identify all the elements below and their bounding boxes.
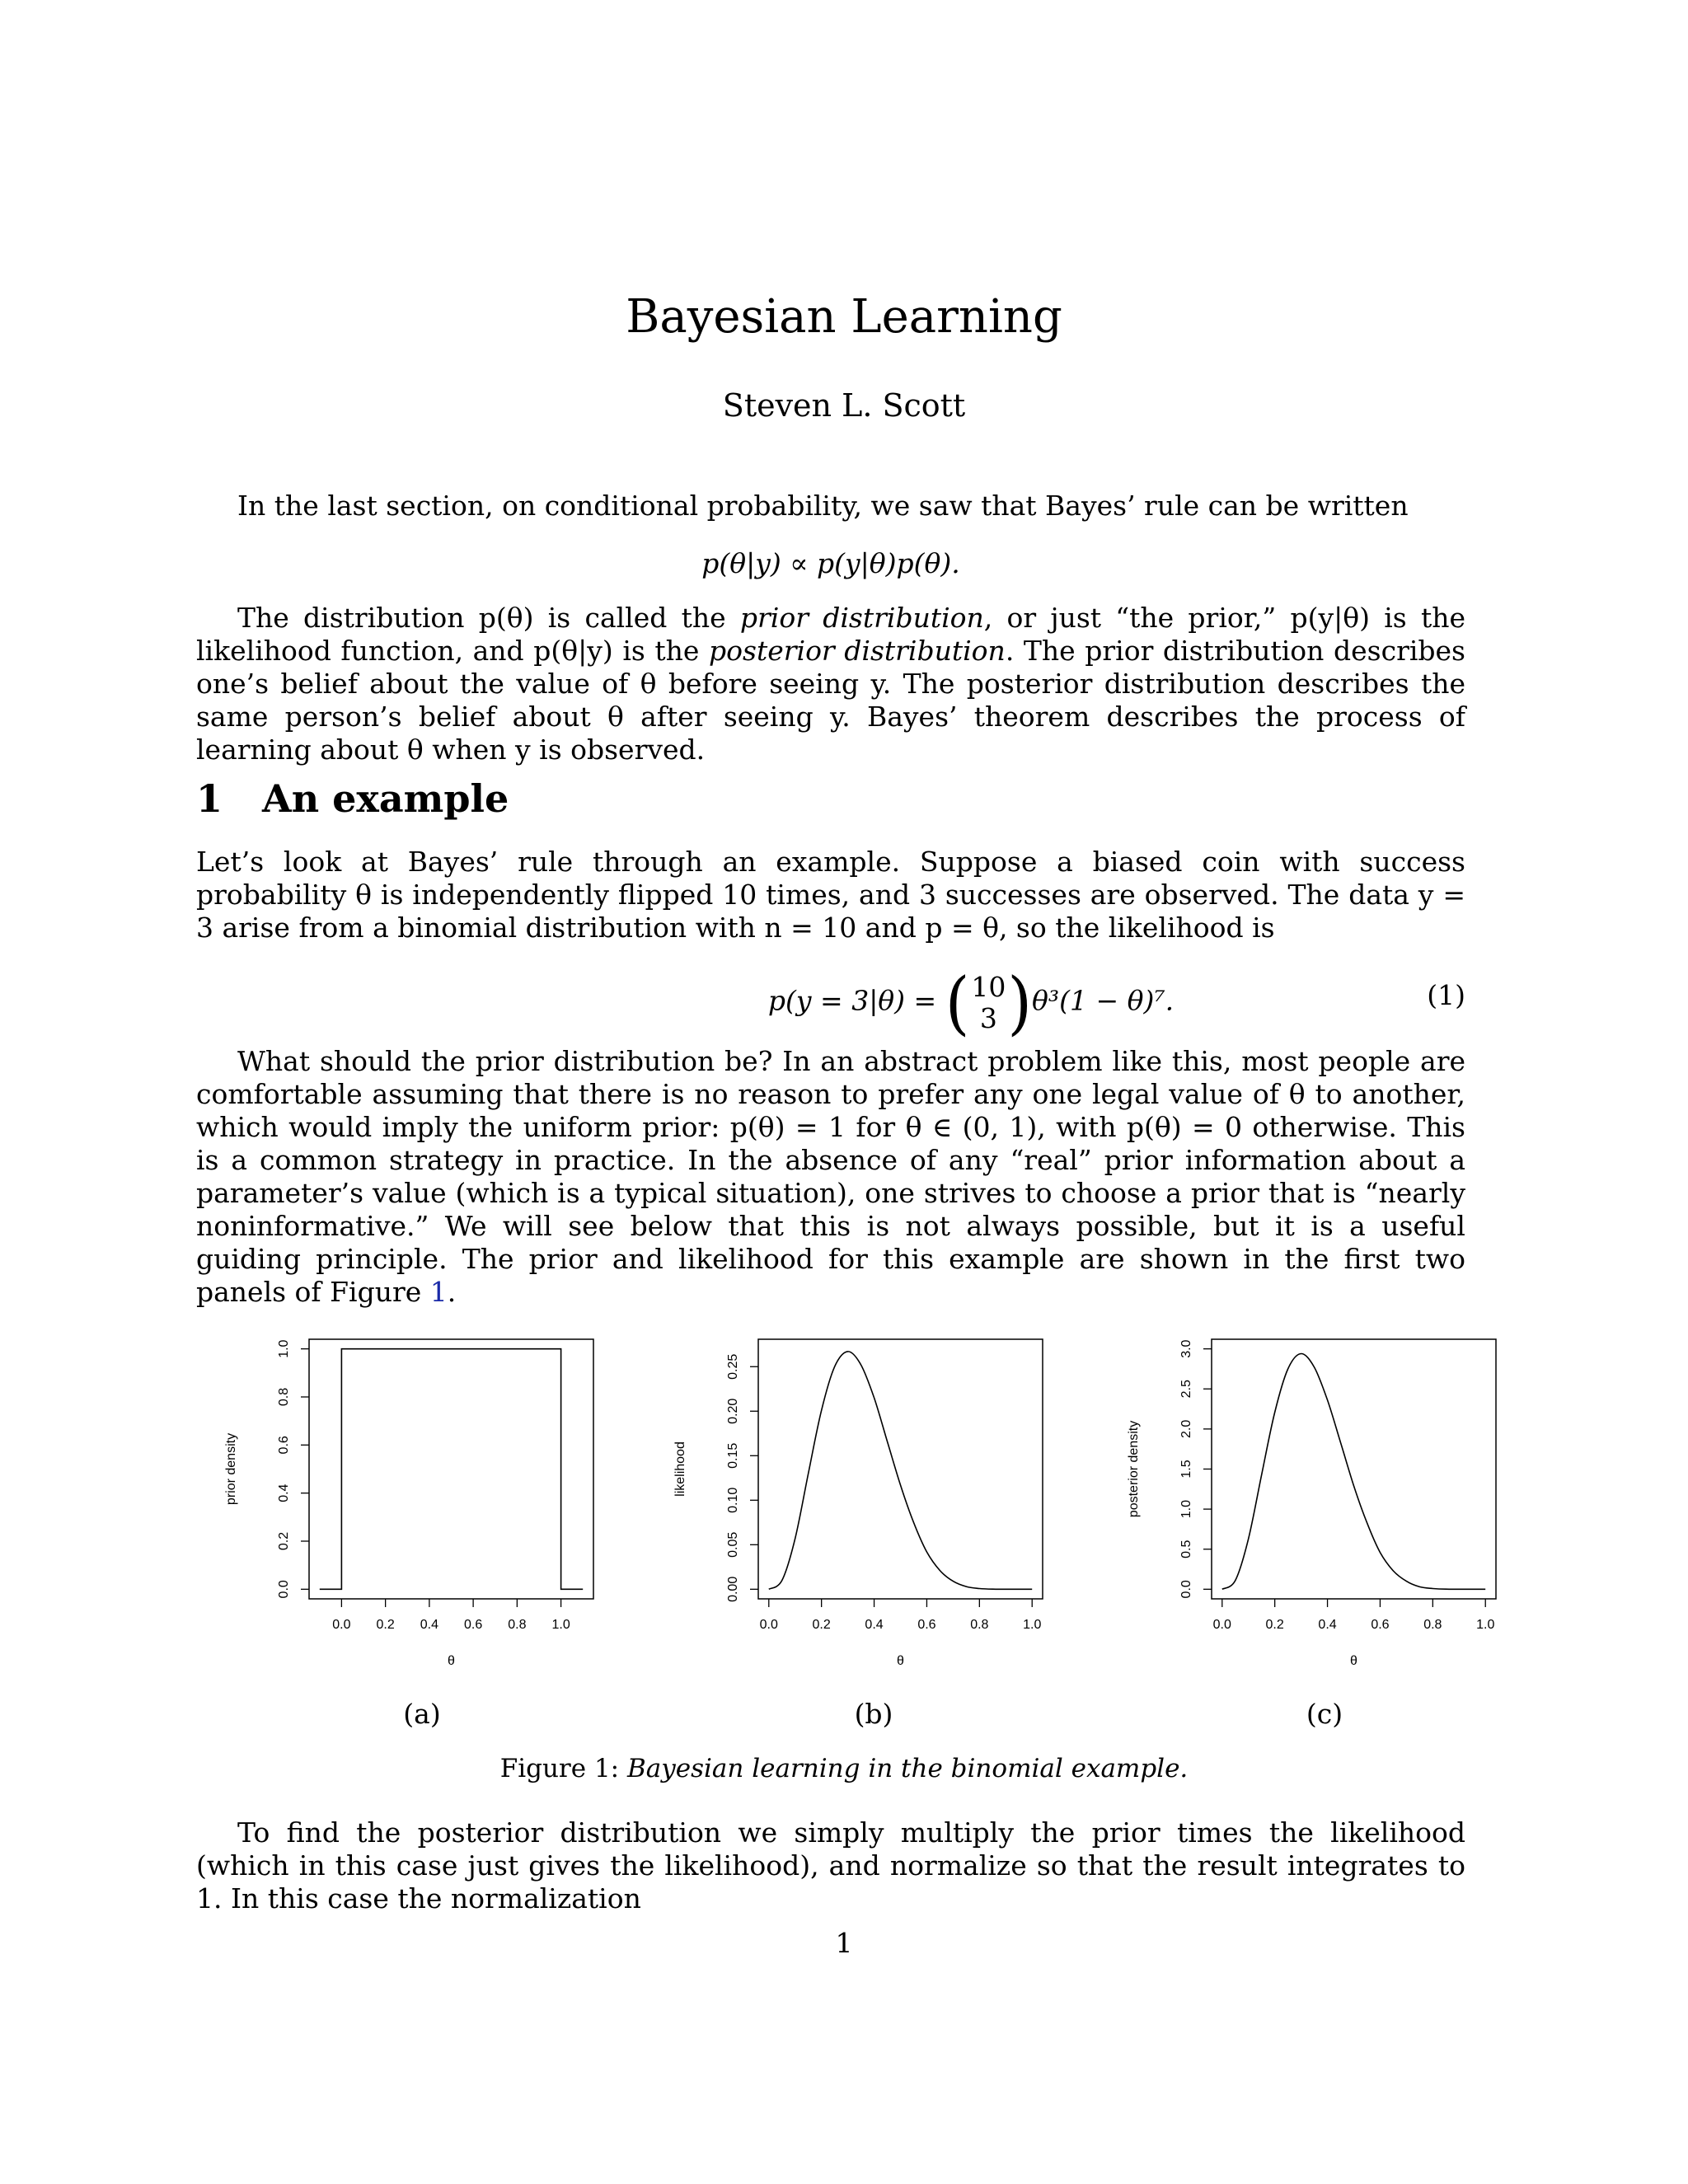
section-heading — [196, 776, 509, 821]
intro-text-3: . The prior distribution describes one’s belief about the value of θ before seeing y. The posterior distribution describes the same person’s belief about θ after seeing y. Bayes’ theorem describes the process of learning about θ when y is observed. — [196, 635, 1465, 766]
likelihood-x-tick-label: 0.4 — [865, 1618, 884, 1632]
paper-title: Bayesian Learning — [626, 290, 1062, 344]
prior-y-tick-label: 0.0 — [277, 1580, 291, 1599]
posterior-x-tick-label: 1.0 — [1476, 1618, 1495, 1632]
binomial-coefficient: (10 3 ) — [945, 962, 1032, 1043]
likelihood-y-tick-label: 0.10 — [726, 1487, 740, 1513]
chart-prior-density — [210, 1319, 606, 1681]
subfigure-label-c: (c) — [1306, 1698, 1343, 1730]
prior-x-tick-label: 1.0 — [551, 1618, 570, 1632]
example-paragraph: Let’s look at Bayes’ rule through an example. Suppose a biased coin with success probability θ is independently flipped 10 times, and 3 successes are observed. The data y = 3 arise from a binomial distribution with n = 10 and p = θ, so the likelihood is — [196, 846, 1465, 944]
figure-caption — [0, 1754, 1688, 1783]
likelihood-y-tick-label: 0.25 — [726, 1353, 740, 1380]
prior-x-tick-label: 0.4 — [420, 1618, 439, 1632]
prior-y-tick-label: 0.6 — [277, 1436, 291, 1455]
posterior-y-tick-label: 3.0 — [1179, 1339, 1193, 1358]
posterior-x-tick-label: 0.6 — [1371, 1618, 1390, 1632]
likelihood-y-tick-label: 0.05 — [726, 1531, 740, 1558]
prior-paragraph-end: . — [447, 1276, 457, 1308]
likelihood-y-tick-label: 0.15 — [726, 1442, 740, 1469]
prior-x-tick-label: 0.6 — [463, 1618, 483, 1632]
eq-lhs: p(y = 3|θ) = — [767, 984, 945, 1017]
likelihood-x-tick-label: 0.6 — [917, 1618, 936, 1632]
prior-y-axis-label: prior density — [224, 1432, 238, 1506]
section-number: 1 — [196, 776, 223, 821]
prior-x-tick-label: 0.2 — [376, 1618, 395, 1632]
intro-text-1: The distribution p(θ) is called the — [237, 602, 740, 634]
likelihood-y-axis-label: likelihood — [673, 1441, 687, 1497]
equation-number: (1) — [1427, 979, 1465, 1011]
posterior-paragraph: To find the posterior distribution we simply multiply the prior times the likelihood (which in this case just gives the likelihood), and normalize so that the result integrates to 1. In this case the normalization — [196, 1816, 1465, 1915]
eq-rhs: θ³(1 − θ)⁷. — [1032, 984, 1175, 1017]
bayes-rule-equation: p(θ|y) ∝ p(y|θ)p(θ). — [701, 547, 960, 579]
prior-paragraph — [196, 1045, 1465, 1309]
prior-y-tick-label: 0.4 — [277, 1483, 291, 1502]
section-title: An example — [262, 776, 509, 821]
prior-paragraph-text: What should the prior distribution be? In an abstract problem like this, most people are comfortable assuming that there is no reason to prefer any one legal value of θ to another, which would imply the uniform prior: p(θ) = 1 for θ ∈ (0, 1), with p(θ) = 0 otherwise. This is a common strategy in practice. In the absence of any “real” prior information about a parameter’s value (which is a typical situation), one strives to choose a prior that is “nearly noninformative.” We will see below that this is not always possible, but it is a useful guiding principle. The prior and likelihood for this example are shown in the first two panels of Figure — [196, 1045, 1465, 1308]
posterior-curve — [1222, 1353, 1485, 1589]
likelihood-x-axis-label: θ — [897, 1654, 904, 1668]
intro-text-2: , or just “the prior,” p(y|θ) is the likelihood function, and p(θ|y) is the — [196, 602, 1465, 667]
posterior-plot-frame — [1212, 1339, 1496, 1599]
prior-x-tick-label: 0.8 — [508, 1618, 527, 1632]
chart-posterior-density — [1113, 1319, 1508, 1681]
intro-paragraph — [196, 602, 1465, 766]
likelihood-curve — [769, 1352, 1032, 1589]
caption-text: Bayesian learning in the binomial example. — [626, 1754, 1189, 1783]
likelihood-plot-frame — [758, 1339, 1043, 1599]
posterior-term: posterior distribution — [709, 635, 1006, 667]
prior-plot-frame — [309, 1339, 593, 1599]
page-number: 1 — [835, 1927, 853, 1959]
likelihood-x-tick-label: 0.8 — [970, 1618, 989, 1632]
prior-y-tick-label: 0.2 — [277, 1531, 291, 1551]
prior-term: prior distribution — [739, 602, 984, 634]
prior-curve — [320, 1349, 583, 1590]
prior-x-tick-label: 0.0 — [332, 1618, 351, 1632]
subfigure-label-a: (a) — [403, 1698, 441, 1730]
posterior-x-tick-label: 0.8 — [1423, 1618, 1442, 1632]
posterior-y-tick-label: 0.0 — [1179, 1580, 1193, 1599]
prior-y-tick-label: 1.0 — [277, 1339, 291, 1358]
figure-reference-link[interactable]: 1 — [429, 1276, 448, 1308]
posterior-x-tick-label: 0.0 — [1212, 1618, 1231, 1632]
posterior-y-tick-label: 1.5 — [1179, 1460, 1193, 1479]
posterior-x-tick-label: 0.4 — [1318, 1618, 1337, 1632]
posterior-y-tick-label: 2.0 — [1179, 1419, 1193, 1439]
posterior-y-tick-label: 2.5 — [1179, 1380, 1193, 1399]
likelihood-x-tick-label: 0.2 — [812, 1618, 831, 1632]
intro-line: In the last section, on conditional probability, we saw that Bayes’ rule can be written — [237, 490, 1409, 522]
chart-likelihood — [659, 1319, 1055, 1681]
likelihood-y-tick-label: 0.00 — [726, 1576, 740, 1602]
posterior-x-tick-label: 0.2 — [1265, 1618, 1284, 1632]
prior-x-axis-label: θ — [448, 1654, 455, 1668]
prior-y-tick-label: 0.8 — [277, 1387, 291, 1407]
posterior-x-axis-label: θ — [1350, 1654, 1357, 1668]
caption-prefix: Figure 1: — [499, 1754, 627, 1783]
subfigure-label-b: (b) — [854, 1698, 893, 1730]
likelihood-x-tick-label: 0.0 — [759, 1618, 778, 1632]
likelihood-y-tick-label: 0.20 — [726, 1398, 740, 1424]
likelihood-equation — [196, 962, 1465, 1043]
paper-author: Steven L. Scott — [722, 387, 966, 424]
binom-top: 10 — [971, 970, 1006, 1003]
posterior-y-tick-label: 0.5 — [1179, 1540, 1193, 1558]
binom-bottom: 3 — [979, 1001, 997, 1034]
likelihood-x-tick-label: 1.0 — [1023, 1618, 1042, 1632]
posterior-y-axis-label: posterior density — [1127, 1420, 1141, 1518]
posterior-y-tick-label: 1.0 — [1179, 1499, 1193, 1519]
